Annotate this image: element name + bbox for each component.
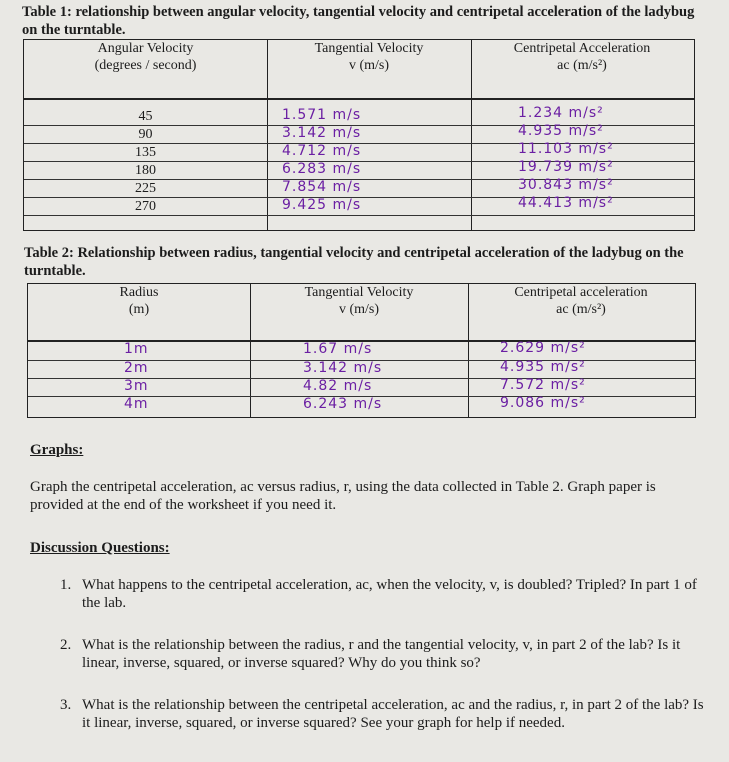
table-cell: 19.739 m/s²	[518, 159, 614, 175]
t2-header-centripetal-unit: ac (m/s²)	[556, 302, 606, 317]
t1-header-centripetal: Centripetal Acceleration	[513, 41, 651, 56]
table-cell: 2.629 m/s²	[500, 340, 586, 356]
table-cell: 225	[135, 181, 156, 196]
table-cell: 4.712 m/s	[282, 143, 362, 159]
t1-header-tangential: Tangential Velocity	[314, 41, 424, 56]
table-cell: 4m	[124, 396, 149, 412]
discussion-heading: Discussion Questions:	[30, 540, 170, 556]
table-cell: 1.571 m/s	[282, 107, 362, 123]
question-number: 3.	[60, 697, 72, 713]
table-cell: 1.67 m/s	[303, 341, 373, 357]
table-cell: 7.572 m/s²	[500, 377, 586, 393]
table1	[23, 39, 695, 231]
table1-caption: Table 1: relationship between angular velocity, tangential velocity and centripetal acceleration of the ladybug on the turntable.	[22, 4, 695, 38]
question-number: 1.	[60, 577, 72, 593]
table-cell: 4.82 m/s	[303, 378, 373, 394]
table-cell: 270	[135, 199, 156, 214]
question-number: 2.	[60, 637, 72, 653]
table-cell: 4.935 m/s²	[500, 359, 586, 375]
question-text: What happens to the centripetal acceleration, ac, when the velocity, v, is doubled? Tripled? In part 1 of the lab.	[82, 577, 697, 611]
table-cell: 3.142 m/s	[282, 125, 362, 141]
question-1	[60, 576, 710, 612]
graphs-heading: Graphs:	[30, 442, 84, 458]
t2-header-radius: Radius	[119, 285, 159, 300]
table-cell: 2m	[124, 360, 149, 376]
t1-header-centripetal-unit: ac (m/s²)	[557, 58, 607, 73]
table-cell: 11.103 m/s²	[518, 141, 614, 157]
table-cell: 30.843 m/s²	[518, 177, 614, 193]
table-cell: 180	[135, 163, 156, 178]
table-cell: 3m	[124, 378, 149, 394]
table-cell: 1.234 m/s²	[518, 105, 604, 121]
t1-header-tangential-unit: v (m/s)	[348, 58, 390, 73]
table-cell: 6.283 m/s	[282, 161, 362, 177]
t2-header-tangential: Tangential Velocity	[304, 285, 414, 300]
table-cell: 1m	[124, 341, 149, 357]
table-cell: 135	[135, 145, 156, 160]
table-cell: 9.086 m/s²	[500, 395, 586, 411]
t1-header-angular: Angular Velocity	[97, 41, 194, 56]
t2-header-centripetal: Centripetal acceleration	[514, 285, 648, 300]
question-text: What is the relationship between the radius, r and the tangential velocity, v, in part 2 of the lab? Is it linear, inverse, squared, or inverse squared? Why do you think so?	[82, 637, 681, 671]
table2	[27, 283, 696, 418]
table-cell: 3.142 m/s	[303, 360, 383, 376]
question-2	[60, 636, 710, 672]
table-cell: 44.413 m/s²	[518, 195, 614, 211]
table2-caption: Table 2: Relationship between radius, tangential velocity and centripetal acceleration of the ladybug on the turntable.	[24, 245, 684, 279]
table-cell: 9.425 m/s	[282, 197, 362, 213]
t2-header-tangential-unit: v (m/s)	[338, 302, 380, 317]
t2-header-radius-unit: (m)	[128, 302, 150, 317]
question-3	[60, 696, 710, 732]
table-cell: 7.854 m/s	[282, 179, 362, 195]
table-cell: 6.243 m/s	[303, 396, 383, 412]
t1-header-angular-unit: (degrees / second)	[94, 58, 197, 73]
table-cell: 4.935 m/s²	[518, 123, 604, 139]
table-cell: 45	[138, 109, 153, 124]
table-cell: 90	[138, 127, 153, 142]
graphs-instructions: Graph the centripetal acceleration, ac versus radius, r, using the data collected in Table 2. Graph paper is provided at the end of the worksheet if you need it.	[30, 479, 656, 513]
question-text: What is the relationship between the centripetal acceleration, ac and the radius, r, in part 2 of the lab? Is it linear, inverse, squared, or inverse squared? See your graph for help if needed.	[82, 697, 704, 731]
